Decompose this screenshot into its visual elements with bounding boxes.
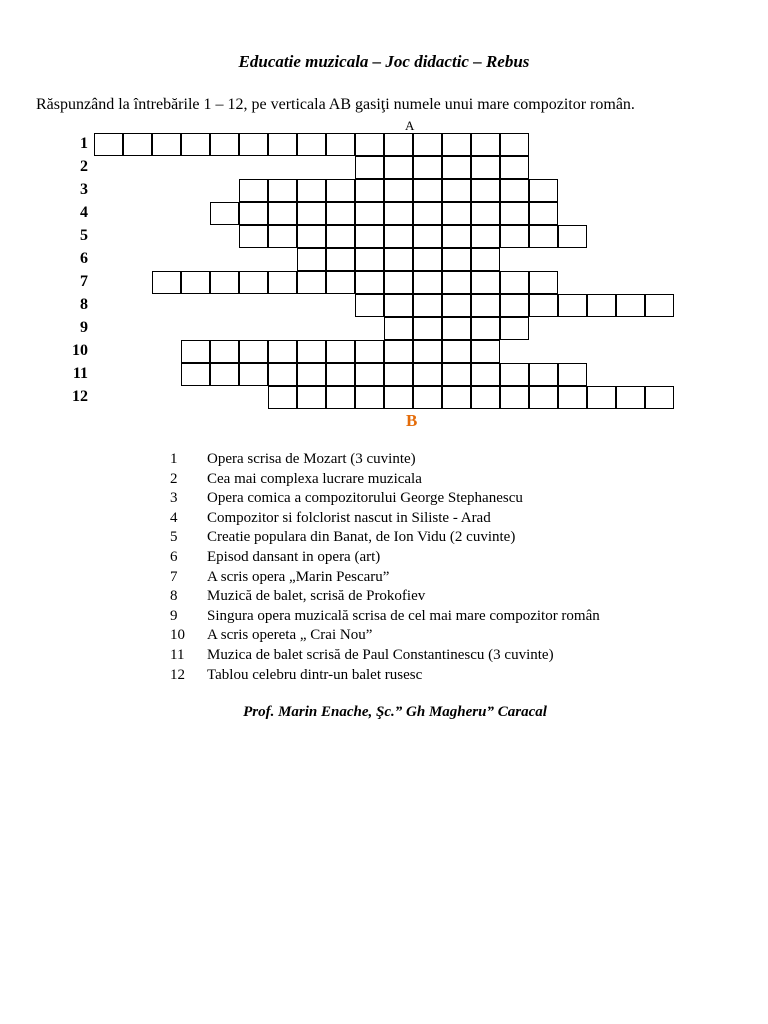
crossword-cell[interactable]: [558, 225, 587, 248]
crossword-cell[interactable]: [384, 156, 413, 179]
crossword-cell[interactable]: [326, 271, 355, 294]
clue-text: A scris opereta „ Crai Nou”: [207, 627, 373, 644]
clue-item: [170, 528, 600, 548]
row-number: 7: [80, 273, 88, 290]
crossword-cell[interactable]: [442, 202, 471, 225]
crossword-cell[interactable]: [587, 294, 616, 317]
crossword-cell[interactable]: [471, 156, 500, 179]
crossword-cell[interactable]: [413, 248, 442, 271]
crossword-cell[interactable]: [384, 363, 413, 386]
clue-number: 3: [170, 490, 178, 507]
clue-number: 7: [170, 568, 178, 585]
crossword-cell[interactable]: [268, 179, 297, 202]
crossword-cell[interactable]: [442, 340, 471, 363]
row-number: 2: [80, 158, 88, 175]
crossword-cell[interactable]: [384, 317, 413, 340]
crossword-cell[interactable]: [355, 156, 384, 179]
crossword-cell[interactable]: [326, 133, 355, 156]
clue-text: Tablou celebru dintr-un balet rusesc: [207, 666, 423, 683]
crossword-cell[interactable]: [210, 271, 239, 294]
crossword-cell[interactable]: [210, 202, 239, 225]
crossword-cell[interactable]: [355, 363, 384, 386]
crossword-cell[interactable]: [297, 340, 326, 363]
crossword-cell[interactable]: [413, 340, 442, 363]
crossword-cell[interactable]: [558, 294, 587, 317]
crossword-cell[interactable]: [558, 363, 587, 386]
crossword-cell[interactable]: [442, 225, 471, 248]
clue-number: 12: [170, 666, 185, 683]
crossword-cell[interactable]: [471, 133, 500, 156]
crossword-cell[interactable]: [442, 133, 471, 156]
row-number: 6: [80, 250, 88, 267]
crossword-cell[interactable]: [500, 317, 529, 340]
crossword-cell[interactable]: [384, 271, 413, 294]
clue-text: Compozitor si folclorist nascut in Siliste - Arad: [207, 509, 491, 526]
crossword-cell[interactable]: [239, 225, 268, 248]
crossword-cell[interactable]: [355, 248, 384, 271]
crossword-cell[interactable]: [529, 294, 558, 317]
crossword-cell[interactable]: [413, 202, 442, 225]
crossword-cell[interactable]: [239, 179, 268, 202]
crossword-cell[interactable]: [152, 133, 181, 156]
row-number: 8: [80, 296, 88, 313]
crossword-cell[interactable]: [442, 271, 471, 294]
crossword-cell[interactable]: [384, 386, 413, 409]
crossword-cell[interactable]: [529, 271, 558, 294]
crossword-cell[interactable]: [355, 179, 384, 202]
crossword-cell[interactable]: [297, 271, 326, 294]
crossword-cell[interactable]: [500, 156, 529, 179]
crossword-cell[interactable]: [384, 133, 413, 156]
crossword-cell[interactable]: [616, 386, 645, 409]
crossword-cell[interactable]: [442, 156, 471, 179]
clue-item: [170, 587, 600, 607]
crossword-cell[interactable]: [442, 294, 471, 317]
row-number: 4: [80, 204, 88, 221]
crossword-cell[interactable]: [529, 225, 558, 248]
crossword-cell[interactable]: [558, 386, 587, 409]
crossword-cell[interactable]: [239, 133, 268, 156]
crossword-cell[interactable]: [529, 386, 558, 409]
clue-item: [170, 509, 600, 529]
crossword-cell[interactable]: [529, 202, 558, 225]
crossword-cell[interactable]: [297, 248, 326, 271]
crossword-cell[interactable]: [384, 248, 413, 271]
clue-number: 10: [170, 627, 185, 644]
crossword-cell[interactable]: [268, 133, 297, 156]
crossword-cell[interactable]: [152, 271, 181, 294]
clue-text: Opera comica a compozitorului George Stephanescu: [207, 490, 523, 507]
clue-number: 6: [170, 548, 178, 565]
crossword-cell[interactable]: [355, 202, 384, 225]
crossword-cell[interactable]: [529, 179, 558, 202]
crossword-cell[interactable]: [268, 225, 297, 248]
crossword-cell[interactable]: [500, 363, 529, 386]
crossword-cell[interactable]: [442, 248, 471, 271]
clue-text: Episod dansant in opera (art): [207, 548, 381, 565]
clue-text: Singura opera muzicală scrisa de cel mai mare compozitor român: [207, 607, 600, 624]
row-number: 10: [72, 342, 88, 359]
crossword-cell[interactable]: [326, 225, 355, 248]
crossword-cell[interactable]: [413, 363, 442, 386]
clue-number: 4: [170, 509, 178, 526]
clue-text: Opera scrisa de Mozart (3 cuvinte): [207, 451, 416, 467]
clue-text: Muzică de balet, scrisă de Prokofiev: [207, 588, 426, 605]
crossword-cell[interactable]: [297, 179, 326, 202]
crossword-cell[interactable]: [616, 294, 645, 317]
crossword-cell[interactable]: [268, 340, 297, 363]
clue-item: [170, 568, 600, 588]
crossword-cell[interactable]: [210, 340, 239, 363]
clue-text: Cea mai complexa lucrare muzicala: [207, 470, 422, 487]
crossword-cell[interactable]: [645, 294, 674, 317]
clue-item: [170, 548, 600, 568]
crossword-cell[interactable]: [500, 294, 529, 317]
crossword-cell[interactable]: [268, 271, 297, 294]
crossword-cell[interactable]: [500, 271, 529, 294]
crossword-cell[interactable]: [181, 363, 210, 386]
row-number: 1: [80, 135, 88, 152]
crossword-cell[interactable]: [413, 179, 442, 202]
crossword-cell[interactable]: [239, 363, 268, 386]
crossword-cell[interactable]: [471, 248, 500, 271]
crossword-cell[interactable]: [471, 179, 500, 202]
clue-number: 8: [170, 588, 178, 605]
clue-number: 1: [170, 451, 178, 467]
crossword-cell[interactable]: [413, 225, 442, 248]
crossword-cell[interactable]: [413, 317, 442, 340]
crossword-cell[interactable]: [355, 294, 384, 317]
crossword-cell[interactable]: [471, 386, 500, 409]
crossword-cell[interactable]: [326, 340, 355, 363]
clue-number: 11: [170, 646, 185, 663]
crossword-cell[interactable]: [500, 179, 529, 202]
crossword-cell[interactable]: [471, 317, 500, 340]
crossword-cell[interactable]: [94, 133, 123, 156]
row-number: 9: [80, 319, 88, 336]
clue-text: Creatie populara din Banat, de Ion Vidu (2 cuvinte): [207, 529, 516, 546]
clue-item: [170, 666, 600, 686]
crossword-cell[interactable]: [210, 133, 239, 156]
crossword-cell[interactable]: [355, 133, 384, 156]
clue-item: [170, 470, 600, 490]
crossword-cell[interactable]: [326, 179, 355, 202]
crossword-cell[interactable]: [529, 363, 558, 386]
crossword-cell[interactable]: [297, 225, 326, 248]
clue-list: [170, 450, 600, 685]
crossword-cell[interactable]: [471, 225, 500, 248]
crossword-cell[interactable]: [442, 179, 471, 202]
clue-item: [170, 626, 600, 646]
crossword-cell[interactable]: [181, 133, 210, 156]
crossword-cell[interactable]: [413, 156, 442, 179]
crossword-cell[interactable]: [297, 386, 326, 409]
crossword-cell[interactable]: [384, 225, 413, 248]
clue-text: Muzica de balet scrisă de Paul Constantinescu (3 cuvinte): [207, 646, 554, 663]
crossword-cell[interactable]: [297, 133, 326, 156]
clue-item: [170, 450, 600, 470]
crossword-cell[interactable]: [355, 386, 384, 409]
row-number: 12: [72, 388, 88, 405]
crossword-cell[interactable]: [442, 317, 471, 340]
crossword-cell[interactable]: [442, 363, 471, 386]
crossword-cell[interactable]: [239, 202, 268, 225]
crossword-cell[interactable]: [268, 363, 297, 386]
crossword-cell[interactable]: [210, 363, 239, 386]
crossword-cell[interactable]: [181, 271, 210, 294]
clue-number: 5: [170, 529, 178, 546]
row-number: 3: [80, 181, 88, 198]
crossword-cell[interactable]: [268, 386, 297, 409]
clue-item: [170, 489, 600, 509]
crossword-cell[interactable]: [268, 202, 297, 225]
instruction-text: Răspunzând la întrebările 1 – 12, pe verticala AB gasiţi numele unui mare compozitor român.: [36, 96, 635, 113]
crossword-cell[interactable]: [384, 179, 413, 202]
vertical-label-a: A: [405, 118, 415, 133]
crossword-cell[interactable]: [384, 202, 413, 225]
crossword-cell[interactable]: [326, 363, 355, 386]
crossword-cell[interactable]: [384, 294, 413, 317]
crossword-cell[interactable]: [239, 340, 268, 363]
clue-item: [170, 607, 600, 627]
crossword-cell[interactable]: [471, 340, 500, 363]
row-number: 5: [80, 227, 88, 244]
crossword-cell[interactable]: [413, 133, 442, 156]
crossword-cell[interactable]: [326, 248, 355, 271]
crossword-cell[interactable]: [239, 271, 268, 294]
crossword-cell[interactable]: [471, 202, 500, 225]
crossword-cell[interactable]: [297, 202, 326, 225]
vertical-label-b: B: [406, 411, 418, 430]
crossword-cell[interactable]: [471, 363, 500, 386]
crossword-cell[interactable]: [413, 386, 442, 409]
row-number: 11: [72, 365, 88, 382]
crossword-cell[interactable]: [442, 386, 471, 409]
crossword-cell[interactable]: [297, 363, 326, 386]
crossword-cell[interactable]: [355, 225, 384, 248]
crossword-cell[interactable]: [500, 386, 529, 409]
crossword-cell[interactable]: [355, 340, 384, 363]
clue-item: [170, 646, 600, 666]
crossword-cell[interactable]: [471, 294, 500, 317]
crossword-cell[interactable]: [413, 294, 442, 317]
crossword-cell[interactable]: [471, 271, 500, 294]
clue-number: 9: [170, 607, 178, 624]
crossword-cell[interactable]: [326, 202, 355, 225]
crossword-cell[interactable]: [413, 271, 442, 294]
crossword-cell[interactable]: [500, 133, 529, 156]
crossword-cell[interactable]: [645, 386, 674, 409]
crossword-cell[interactable]: [181, 340, 210, 363]
crossword-cell[interactable]: [123, 133, 152, 156]
crossword-cell[interactable]: [355, 271, 384, 294]
page-title: Educatie muzicala – Joc didactic – Rebus: [238, 52, 530, 71]
clue-text: A scris opera „Marin Pescaru”: [207, 568, 390, 585]
crossword-cell[interactable]: [587, 386, 616, 409]
crossword-cell[interactable]: [326, 386, 355, 409]
clue-number: 2: [170, 470, 178, 487]
crossword-cell[interactable]: [384, 340, 413, 363]
crossword-cell[interactable]: [500, 202, 529, 225]
crossword-cell[interactable]: [500, 225, 529, 248]
author-signature: Prof. Marin Enache, Şc.” Gh Magheru” Caracal: [243, 704, 547, 720]
